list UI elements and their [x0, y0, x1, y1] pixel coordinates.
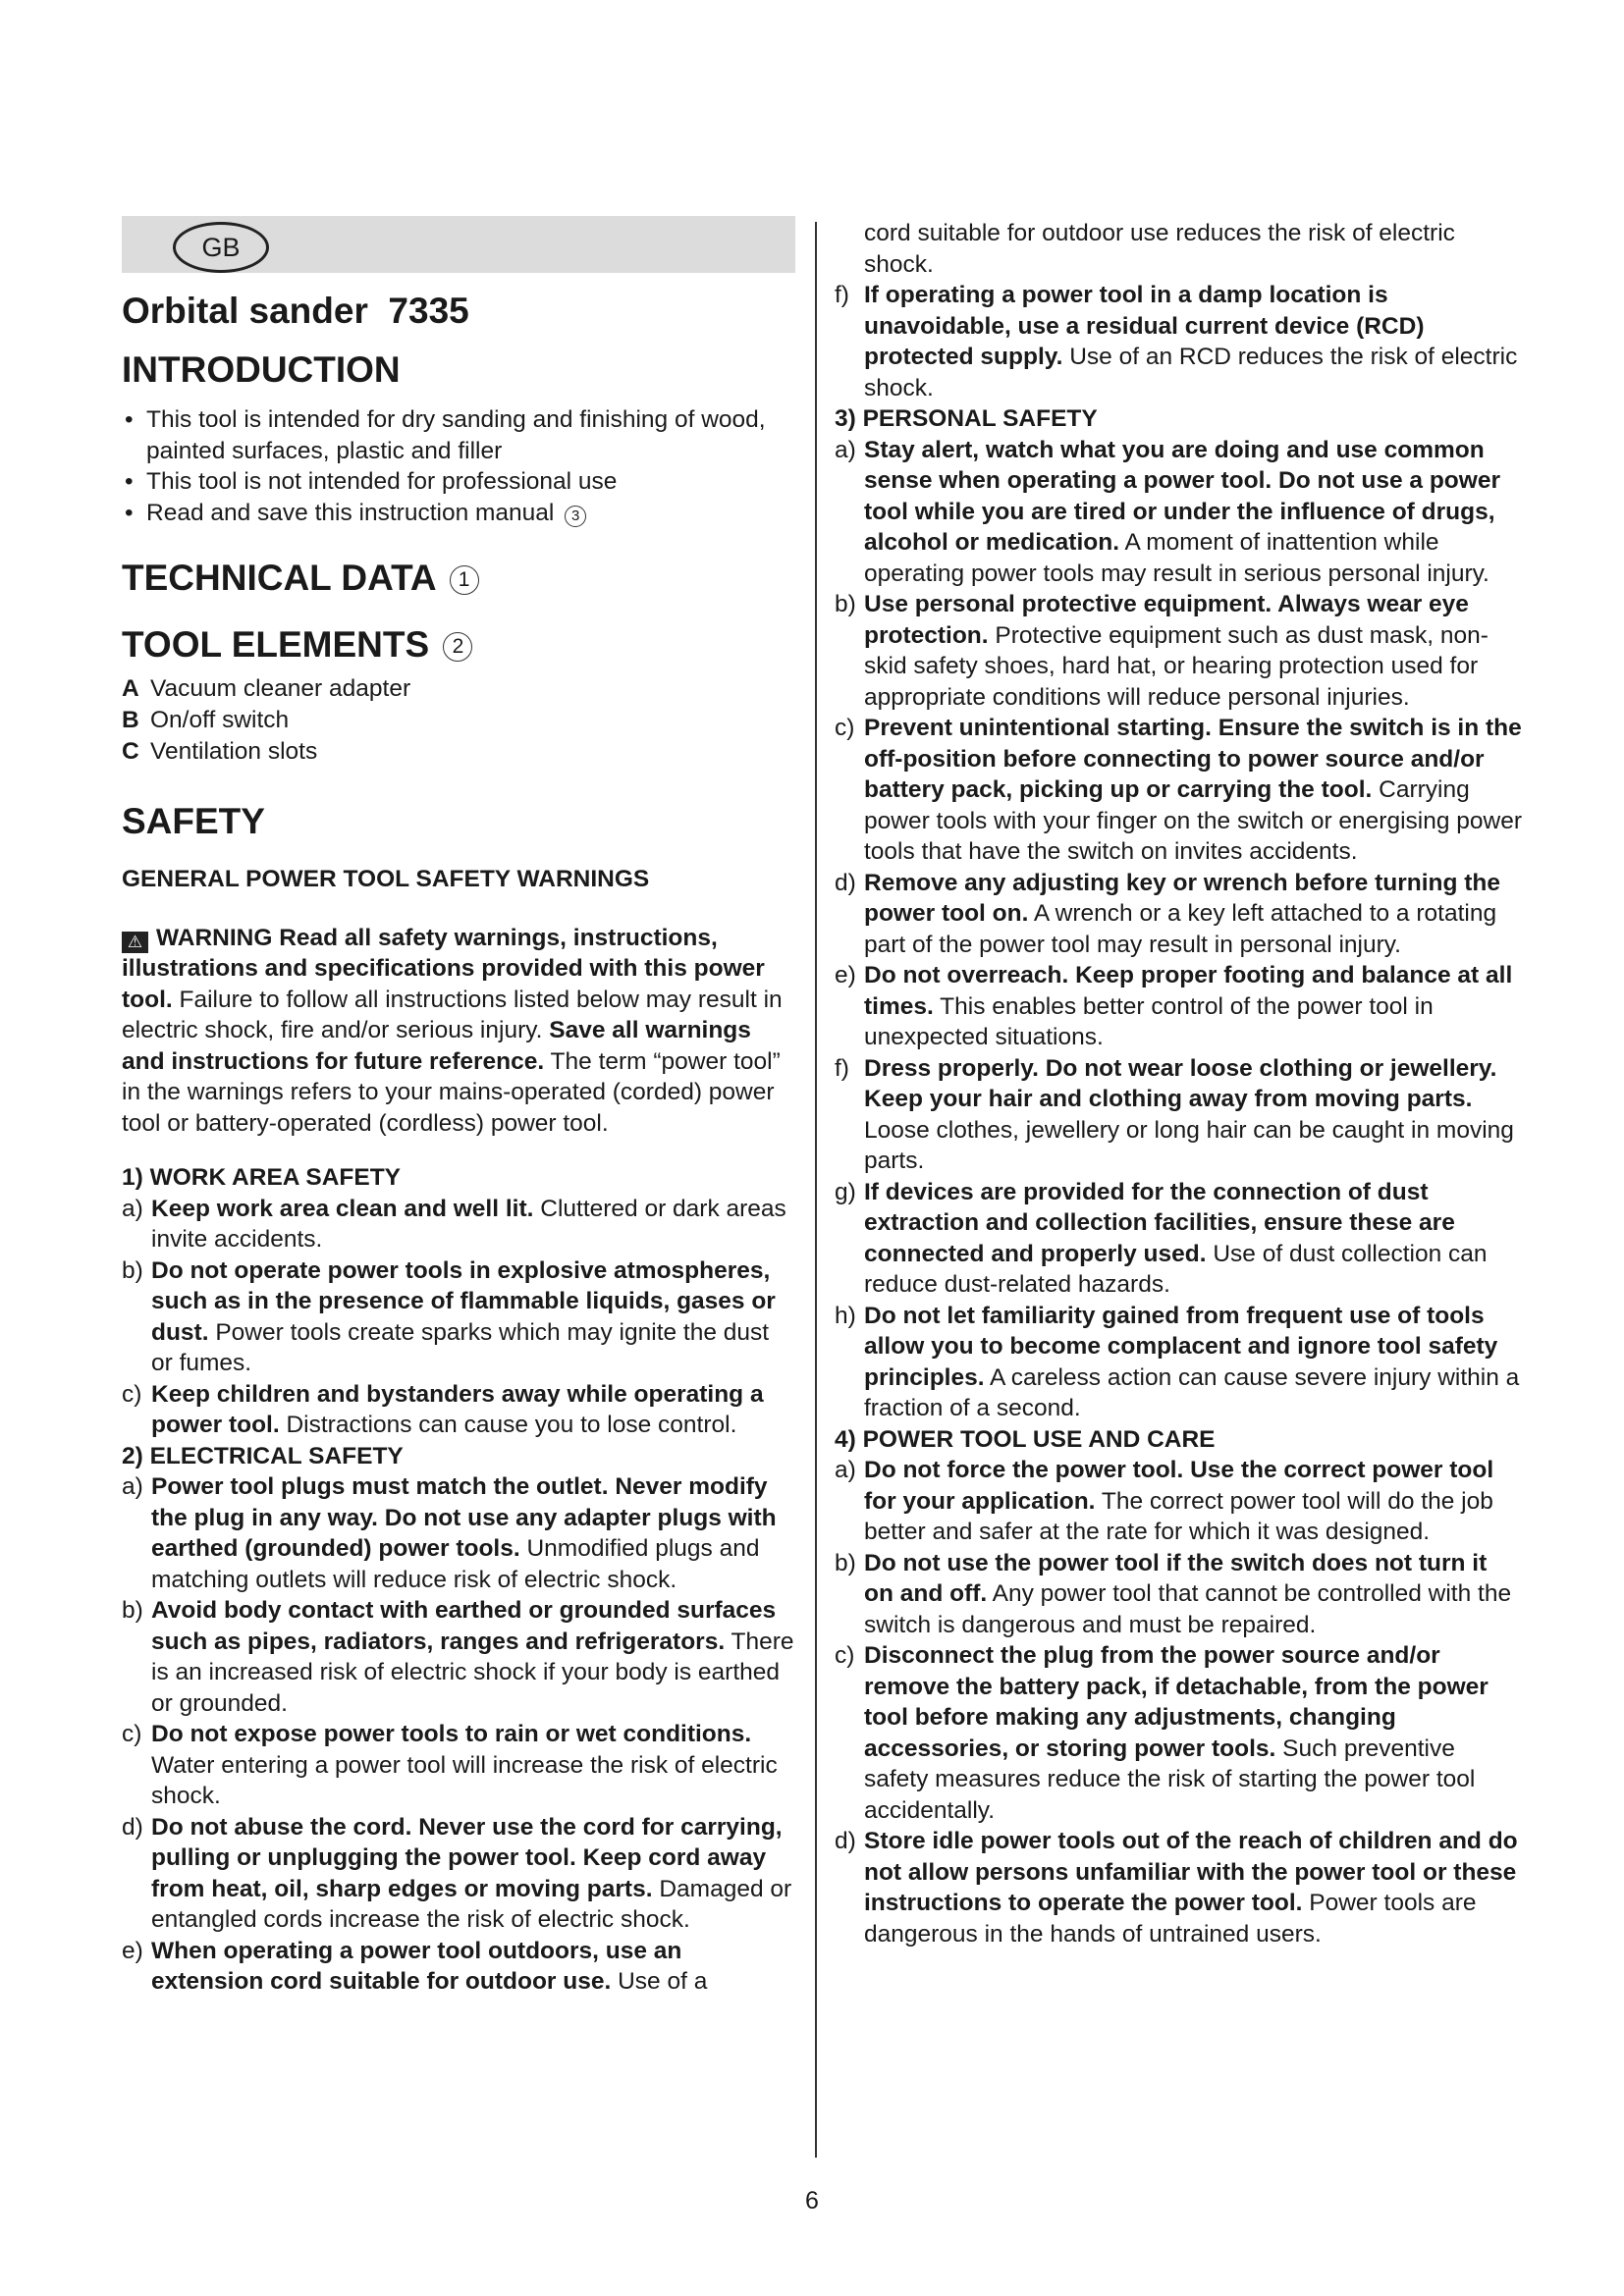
- item-letter: b): [835, 591, 856, 617]
- right-safety-sections: [835, 403, 1522, 1949]
- item-letter: a): [835, 436, 856, 463]
- item-instruction: Do not operate power tools in explosive atmospheres, such as in the presence of flammable liquids, gases or dust.: [151, 1256, 776, 1346]
- figure-ref-3-icon: 3: [565, 506, 586, 527]
- item-letter: g): [835, 1178, 856, 1205]
- general-warnings-subheading: GENERAL POWER TOOL SAFETY WARNINGS: [122, 866, 650, 892]
- section-heading: 3) PERSONAL SAFETY: [835, 405, 1098, 432]
- safety-heading: SAFETY: [122, 801, 265, 841]
- item-instruction: Keep work area clean and well lit.: [151, 1195, 534, 1222]
- list-item: [835, 1177, 1522, 1301]
- item-explanation: Use of dust collection can reduce dust-related hazards.: [864, 1240, 1488, 1298]
- list-item: [122, 1936, 795, 1998]
- item-letter: d): [835, 869, 856, 896]
- item-explanation: Carrying power tools with your finger on the switch or energising power tools that have the switch on invites accidents.: [864, 776, 1523, 865]
- figure-ref-2-icon: 2: [443, 632, 472, 662]
- section-heading: 1) WORK AREA SAFETY: [122, 1164, 402, 1191]
- column-divider: [815, 222, 817, 2158]
- item-explanation: Loose clothes, jewellery or long hair can be caught in moving parts.: [864, 1116, 1514, 1174]
- figure-ref-1-icon: 1: [450, 565, 479, 595]
- item-explanation: Distractions can cause you to lose control.: [279, 1412, 737, 1438]
- list-item: [835, 1053, 1522, 1177]
- item-letter: a): [122, 1473, 143, 1500]
- item-letter: a): [835, 1457, 856, 1483]
- item-letter: f): [835, 1054, 849, 1082]
- item-instruction: Do not let familiarity gained from frequent use of tools allow you to become complacent and ignore tool safety principles.: [864, 1302, 1498, 1391]
- list-item: C Ventilation slots: [122, 738, 318, 765]
- list-item: B On/off switch: [122, 707, 290, 733]
- item-explanation: Unmodified plugs and matching outlets will reduce risk of electric shock.: [151, 1535, 760, 1593]
- item-explanation: The correct power tool will do the job better and safer at the rate for which it was designed.: [864, 1487, 1493, 1545]
- list-item: [122, 1194, 795, 1255]
- item-explanation: Any power tool that cannot be controlled with the switch is dangerous and must be repaired.: [864, 1580, 1512, 1638]
- list-item: [835, 1548, 1522, 1641]
- item-instruction: When operating a power tool outdoors, use an extension cord suitable for outdoor use.: [151, 1937, 682, 1995]
- item-instruction: Store idle power tools out of the reach of children and do not allow persons unfamiliar with the power tool or these instructions to operate the power tool.: [864, 1828, 1518, 1916]
- list-item: A Vacuum cleaner adapter: [122, 675, 411, 702]
- section-heading: 4) POWER TOOL USE AND CARE: [835, 1425, 1216, 1453]
- item-explanation: Power tools create sparks which may ignite the dust or fumes.: [151, 1318, 770, 1376]
- tool-elements-heading: TOOL ELEMENTS 2: [122, 624, 795, 666]
- item-explanation: Water entering a power tool will increase the risk of electric shock.: [151, 1751, 778, 1809]
- left-column: [122, 216, 795, 1998]
- item-explanation: Such preventive safety measures reduce the risk of starting the power tool accidentally.: [864, 1735, 1476, 1824]
- list-item: f) If operating a power tool in a damp location is unavoidable, use a residual current device (RCD) protected supply. Use of an RCD reduces the risk of electric shock.: [835, 282, 1518, 401]
- item-letter: h): [835, 1302, 856, 1329]
- item-letter: a): [122, 1195, 143, 1222]
- item-letter: b): [835, 1549, 856, 1576]
- item-letter: b): [122, 1256, 143, 1284]
- list-item: [835, 1455, 1522, 1548]
- list-item: • This tool is intended for dry sanding and finishing of wood, painted surfaces, plastic and filler: [122, 404, 795, 466]
- item-explanation: Cluttered or dark areas invite accidents.: [151, 1195, 786, 1253]
- item-instruction: Remove any adjusting key or wrench before turning the power tool on.: [864, 869, 1501, 927]
- item-explanation: A careless action can cause severe injury within a fraction of a second.: [864, 1363, 1520, 1421]
- item-instruction: Stay alert, watch what you are doing and use common sense when operating a power tool. Do not use a power tool while you are tired or under the influence of drugs, alcohol or medication.: [864, 436, 1500, 556]
- list-item: [835, 1826, 1522, 1949]
- item-instruction: Do not use the power tool if the switch does not turn it on and off.: [864, 1549, 1488, 1607]
- item-explanation: This enables better control of the power tool in unexpected situations.: [864, 992, 1434, 1050]
- item-instruction: Do not force the power tool. Use the correct power tool for your application.: [864, 1457, 1494, 1515]
- item-instruction: Dress properly. Do not wear loose clothing or jewellery. Keep your hair and clothing away from moving parts.: [864, 1054, 1497, 1112]
- item-explanation: A wrench or a key left attached to a rotating part of the power tool may result in personal injury.: [864, 900, 1497, 958]
- introduction-list: [122, 404, 795, 528]
- page-number: 6: [805, 2187, 819, 2215]
- technical-data-heading: TECHNICAL DATA 1: [122, 558, 795, 599]
- item-explanation: Use of a: [611, 1968, 708, 1995]
- item-letter: c): [122, 1721, 142, 1747]
- item-instruction: Do not abuse the cord. Never use the cord for carrying, pulling or unplugging the power tool. Keep cord away from heat, oil, sharp edges or moving parts.: [151, 1813, 783, 1902]
- right-column: [835, 218, 1522, 1949]
- item-instruction: Power tool plugs must match the outlet. Never modify the plug in any way. Do not use any adapter plugs with earthed (grounded) power tools.: [151, 1473, 777, 1562]
- item-instruction: Prevent unintentional starting. Ensure the switch is in the off-position before connecting to power source and/or battery pack, picking up or carrying the tool.: [864, 715, 1522, 803]
- list-item: [835, 960, 1522, 1053]
- list-item: [835, 713, 1522, 868]
- item-instruction: If devices are provided for the connection of dust extraction and collection facilities, ensure these are connected and properly used.: [864, 1178, 1455, 1267]
- list-item: [122, 1255, 795, 1379]
- list-item: [122, 1719, 795, 1812]
- list-item: [122, 1471, 795, 1595]
- warning-icon: ⚠: [122, 932, 148, 953]
- item-explanation: Power tools are dangerous in the hands of untrained users.: [864, 1890, 1477, 1948]
- item-explanation: Damaged or entangled cords increase the risk of electric shock.: [151, 1875, 792, 1933]
- item-letter: b): [122, 1597, 143, 1624]
- list-item: [835, 1301, 1522, 1424]
- item-instruction: Avoid body contact with earthed or grounded surfaces such as pipes, radiators, ranges and refrigerators.: [151, 1597, 777, 1655]
- list-item: [835, 589, 1522, 713]
- item-letter: c): [835, 1642, 855, 1669]
- language-header-band: [122, 216, 795, 273]
- item-letter: e): [835, 962, 856, 988]
- section-heading: 2) ELECTRICAL SAFETY: [122, 1442, 404, 1469]
- item-instruction: Use personal protective equipment. Always wear eye protection.: [864, 591, 1469, 649]
- item-letter: c): [835, 715, 855, 741]
- item-letter: c): [122, 1380, 142, 1408]
- list-item: [122, 1595, 795, 1719]
- item-letter: d): [835, 1828, 856, 1854]
- left-safety-sections: [122, 1162, 795, 1998]
- list-item: • Read and save this instruction manual 3: [122, 498, 795, 529]
- list-item: [835, 1640, 1522, 1826]
- list-item: [122, 1379, 795, 1441]
- product-title: Orbital sander 7335: [122, 291, 469, 331]
- tool-elements-list: [122, 673, 795, 768]
- list-item: • This tool is not intended for professional use: [122, 466, 795, 498]
- item-instruction: Disconnect the plug from the power source and/or remove the battery pack, if detachable, from the power tool before making any adjustments, changing accessories, or storing power tools.: [864, 1642, 1489, 1762]
- item-explanation: Protective equipment such as dust mask, non-skid safety shoes, hard hat, or hearing protection used for appropriate conditions will reduce personal injuries.: [864, 621, 1489, 711]
- item-instruction: Keep children and bystanders away while operating a power tool.: [151, 1380, 764, 1438]
- item-letter: e): [122, 1937, 143, 1964]
- item-instruction: Do not overreach. Keep proper footing and balance at all times.: [864, 962, 1513, 1020]
- list-item: [835, 868, 1522, 961]
- item-explanation: A moment of inattention while operating power tools may result in serious personal injury.: [864, 529, 1489, 587]
- item-letter: d): [122, 1813, 143, 1841]
- list-item: [835, 435, 1522, 590]
- introduction-heading: INTRODUCTION: [122, 349, 401, 390]
- item-instruction: Do not expose power tools to rain or wet conditions.: [151, 1721, 752, 1747]
- warning-paragraph: ⚠ WARNING Read all safety warnings, instructions, illustrations and specifications provided with this power tool. Failure to follow all instructions listed below may result in electric shock, fire and/or serious injury. Save all warnings and instructions for future reference. The term “power tool” in the warnings refers to your mains-operated (corded) power tool or battery-operated (cordless) power tool.: [122, 924, 783, 1137]
- list-item: [122, 1812, 795, 1936]
- continued-paragraph: cord suitable for outdoor use reduces the risk of electric shock.: [864, 220, 1455, 278]
- country-badge: GB: [173, 222, 269, 273]
- item-explanation: There is an increased risk of electric shock if your body is earthed or grounded.: [151, 1628, 794, 1717]
